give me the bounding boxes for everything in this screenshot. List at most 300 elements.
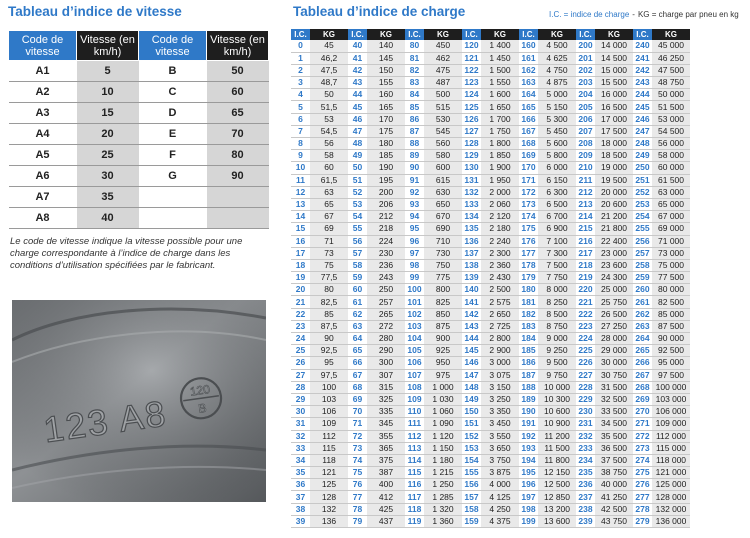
load-index-cell: 24	[291, 333, 310, 345]
load-index-cell: 0	[291, 40, 310, 52]
load-kg-cell: 165	[367, 101, 405, 113]
load-index-cell: 124	[462, 89, 481, 101]
load-kg-cell: 132	[310, 503, 348, 515]
ic-header: I.C.	[405, 29, 424, 40]
load-index-cell: 230	[576, 406, 595, 418]
load-kg-cell: 25 000	[595, 284, 633, 296]
load-kg-cell: 615	[424, 174, 462, 186]
speed-note: Le code de vitesse indique la vitesse possible pour une charge correspondante à l’indice de charge dans les conditions d’utilisation spécifiées par le fabricant.	[10, 236, 243, 271]
load-index-cell: 220	[576, 284, 595, 296]
load-index-cell: 132	[462, 186, 481, 198]
code-header: Code de vitesse	[139, 31, 207, 61]
load-index-cell: 176	[519, 235, 538, 247]
speed-code-cell: A8	[9, 208, 77, 229]
load-kg-cell: 1 060	[424, 406, 462, 418]
load-kg-cell: 63 000	[652, 186, 690, 198]
load-index-cell: 95	[405, 223, 424, 235]
load-index-cell: 125	[462, 101, 481, 113]
load-kg-cell: 670	[424, 211, 462, 223]
load-index-cell: 210	[576, 162, 595, 174]
load-kg-cell: 155	[367, 77, 405, 89]
load-kg-cell: 100	[310, 381, 348, 393]
speed-table-row	[9, 124, 269, 145]
load-index-cell: 189	[519, 393, 538, 405]
load-kg-cell: 60	[310, 162, 348, 174]
load-index-cell: 45	[348, 101, 367, 113]
load-kg-cell: 7 100	[538, 235, 576, 247]
load-kg-cell: 12 500	[538, 479, 576, 491]
load-kg-cell: 136	[310, 515, 348, 527]
load-index-cell: 8	[291, 138, 310, 150]
load-index-cell: 13	[291, 198, 310, 210]
load-index-cell: 165	[519, 101, 538, 113]
load-index-cell: 53	[348, 198, 367, 210]
load-kg-cell: 61,5	[310, 174, 348, 186]
load-kg-cell: 375	[367, 454, 405, 466]
speed-value-cell: 80	[207, 145, 269, 166]
load-index-cell: 145	[462, 345, 481, 357]
load-kg-cell: 7 750	[538, 272, 576, 284]
load-index-cell: 154	[462, 454, 481, 466]
load-kg-cell: 3 350	[481, 406, 519, 418]
load-index-cell: 89	[405, 150, 424, 162]
load-kg-cell: 2 060	[481, 198, 519, 210]
load-kg-cell: 730	[424, 247, 462, 259]
load-kg-cell: 60 000	[652, 162, 690, 174]
load-index-cell: 5	[291, 101, 310, 113]
load-kg-cell: 4 000	[481, 479, 519, 491]
load-index-cell: 52	[348, 186, 367, 198]
load-table-row	[291, 515, 690, 527]
load-kg-cell: 975	[424, 369, 462, 381]
load-kg-cell: 97 500	[652, 369, 690, 381]
load-index-cell: 7	[291, 125, 310, 137]
load-kg-cell: 75	[310, 259, 348, 271]
load-kg-cell: 21 800	[595, 223, 633, 235]
load-index-cell: 49	[348, 150, 367, 162]
load-index-cell: 113	[405, 442, 424, 454]
load-kg-cell: 3 750	[481, 454, 519, 466]
load-table-row	[291, 272, 690, 284]
load-kg-cell: 280	[367, 333, 405, 345]
load-kg-cell: 1 150	[424, 442, 462, 454]
load-index-cell: 268	[633, 381, 652, 393]
load-kg-cell: 2 500	[481, 284, 519, 296]
load-kg-cell: 5 450	[538, 125, 576, 137]
load-kg-cell: 10 600	[538, 406, 576, 418]
load-index-cell: 140	[462, 284, 481, 296]
load-index-cell: 248	[633, 138, 652, 150]
load-kg-cell: 437	[367, 515, 405, 527]
load-index-cell: 270	[633, 406, 652, 418]
load-index-cell: 104	[405, 333, 424, 345]
load-index-cell: 198	[519, 503, 538, 515]
load-index-cell: 60	[348, 284, 367, 296]
load-index-cell: 192	[519, 430, 538, 442]
load-index-cell: 102	[405, 308, 424, 320]
load-kg-cell: 875	[424, 320, 462, 332]
load-kg-cell: 8 750	[538, 320, 576, 332]
load-table-row	[291, 467, 690, 479]
load-kg-cell: 42 500	[595, 503, 633, 515]
load-kg-cell: 87,5	[310, 320, 348, 332]
load-kg-cell: 2 120	[481, 211, 519, 223]
load-index-cell: 173	[519, 198, 538, 210]
load-kg-cell: 28 000	[595, 333, 633, 345]
load-index-cell: 32	[291, 430, 310, 442]
load-kg-cell: 650	[424, 198, 462, 210]
load-kg-cell: 15 500	[595, 77, 633, 89]
load-index-cell: 43	[348, 77, 367, 89]
load-table-row	[291, 223, 690, 235]
load-index-cell: 30	[291, 406, 310, 418]
load-kg-cell: 47 500	[652, 64, 690, 76]
load-index-cell: 101	[405, 296, 424, 308]
load-kg-cell: 56 000	[652, 138, 690, 150]
kg-header: KG	[310, 29, 348, 40]
load-kg-cell: 600	[424, 162, 462, 174]
load-kg-cell: 19 500	[595, 174, 633, 186]
load-index-cell: 170	[519, 162, 538, 174]
load-index-cell: 57	[348, 247, 367, 259]
load-kg-cell: 58	[310, 150, 348, 162]
load-index-cell: 240	[633, 40, 652, 52]
load-kg-cell: 236	[367, 259, 405, 271]
load-index-cell: 223	[576, 320, 595, 332]
load-table-row	[291, 259, 690, 271]
load-index-cell: 213	[576, 198, 595, 210]
load-kg-cell: 1 450	[481, 52, 519, 64]
load-index-cell: 262	[633, 308, 652, 320]
load-kg-cell: 2 180	[481, 223, 519, 235]
load-kg-cell: 67	[310, 211, 348, 223]
speed-code-cell: A3	[9, 103, 77, 124]
load-index-cell: 100	[405, 284, 424, 296]
load-index-cell: 55	[348, 223, 367, 235]
load-index-cell: 166	[519, 113, 538, 125]
load-kg-cell: 13 600	[538, 515, 576, 527]
load-legend	[549, 10, 739, 19]
load-index-cell: 21	[291, 296, 310, 308]
speed-value-cell: 25	[77, 145, 139, 166]
load-kg-cell: 17 500	[595, 125, 633, 137]
load-kg-cell: 710	[424, 235, 462, 247]
load-table-row	[291, 150, 690, 162]
load-kg-cell: 15 000	[595, 64, 633, 76]
load-index-cell: 78	[348, 503, 367, 515]
load-index-cell: 238	[576, 503, 595, 515]
load-kg-cell: 1 030	[424, 393, 462, 405]
load-index-cell: 48	[348, 138, 367, 150]
load-index-cell: 41	[348, 52, 367, 64]
load-index-cell: 188	[519, 381, 538, 393]
kg-header: KG	[424, 29, 462, 40]
load-kg-cell: 6 150	[538, 174, 576, 186]
load-index-cell: 127	[462, 125, 481, 137]
load-kg-cell: 69	[310, 223, 348, 235]
ic-header: I.C.	[633, 29, 652, 40]
speed-value-cell: 60	[207, 82, 269, 103]
load-index-cell: 98	[405, 259, 424, 271]
load-index-cell: 146	[462, 357, 481, 369]
load-index-cell: 65	[348, 345, 367, 357]
load-kg-cell: 48 750	[652, 77, 690, 89]
load-kg-cell: 150	[367, 64, 405, 76]
circle-speed-code: B	[197, 400, 208, 416]
load-index-cell: 244	[633, 89, 652, 101]
load-index-cell: 196	[519, 479, 538, 491]
load-table-row	[291, 357, 690, 369]
load-kg-cell: 950	[424, 357, 462, 369]
load-kg-cell: 307	[367, 369, 405, 381]
load-index-cell: 181	[519, 296, 538, 308]
load-kg-cell: 2 650	[481, 308, 519, 320]
load-index-cell: 94	[405, 211, 424, 223]
load-index-cell: 31	[291, 418, 310, 430]
load-table-row	[291, 235, 690, 247]
load-kg-cell: 335	[367, 406, 405, 418]
load-index-cell: 273	[633, 442, 652, 454]
speed-value-cell: 5	[77, 61, 139, 82]
load-kg-cell: 355	[367, 430, 405, 442]
load-kg-cell: 140	[367, 40, 405, 52]
load-index-cell: 235	[576, 467, 595, 479]
load-index-cell: 171	[519, 174, 538, 186]
speed-code-cell	[139, 208, 207, 229]
load-index-cell: 90	[405, 162, 424, 174]
load-index-cell: 246	[633, 113, 652, 125]
load-kg-cell: 530	[424, 113, 462, 125]
load-kg-cell: 33 500	[595, 406, 633, 418]
load-index-cell: 161	[519, 52, 538, 64]
load-kg-cell: 92 500	[652, 345, 690, 357]
load-index-cell: 167	[519, 125, 538, 137]
load-kg-cell: 2 575	[481, 296, 519, 308]
load-kg-cell: 1 180	[424, 454, 462, 466]
load-index-cell: 111	[405, 418, 424, 430]
load-kg-cell: 1 700	[481, 113, 519, 125]
load-kg-cell: 1 950	[481, 174, 519, 186]
load-index-cell: 195	[519, 467, 538, 479]
load-index-cell: 59	[348, 272, 367, 284]
speed-value-cell: 90	[207, 166, 269, 187]
load-kg-cell: 8 000	[538, 284, 576, 296]
speed-code-cell: E	[139, 124, 207, 145]
load-kg-cell: 3 875	[481, 467, 519, 479]
load-index-cell: 107	[405, 369, 424, 381]
load-index-cell: 234	[576, 454, 595, 466]
speed-value-cell: 20	[77, 124, 139, 145]
load-index-cell: 82	[405, 64, 424, 76]
load-table-row	[291, 454, 690, 466]
load-kg-cell: 2 240	[481, 235, 519, 247]
load-index-cell: 14	[291, 211, 310, 223]
load-kg-cell: 22 400	[595, 235, 633, 247]
ic-header: I.C.	[519, 29, 538, 40]
load-index-cell: 265	[633, 345, 652, 357]
load-index-cell: 267	[633, 369, 652, 381]
load-kg-cell: 132 000	[652, 503, 690, 515]
load-index-cell: 153	[462, 442, 481, 454]
kg-header: KG	[481, 29, 519, 40]
load-table-title: Tableau d’indice de charge	[293, 4, 466, 19]
legend-ic: I.C. = indice de charge	[549, 10, 630, 19]
load-kg-cell: 14 000	[595, 40, 633, 52]
load-index-cell: 221	[576, 296, 595, 308]
load-kg-cell: 1 550	[481, 77, 519, 89]
load-kg-cell: 500	[424, 89, 462, 101]
load-table-header-row	[291, 29, 690, 40]
load-index-cell: 128	[462, 138, 481, 150]
load-index-cell: 242	[633, 64, 652, 76]
load-kg-cell: 77 500	[652, 272, 690, 284]
load-index-cell: 197	[519, 491, 538, 503]
load-index-cell: 56	[348, 235, 367, 247]
load-kg-cell: 37 500	[595, 454, 633, 466]
load-kg-cell: 3 550	[481, 430, 519, 442]
load-table-row	[291, 89, 690, 101]
load-index-cell: 109	[405, 393, 424, 405]
load-kg-cell: 850	[424, 308, 462, 320]
load-kg-cell: 53 000	[652, 113, 690, 125]
load-kg-cell: 2 725	[481, 320, 519, 332]
load-index-cell: 93	[405, 198, 424, 210]
load-kg-cell: 580	[424, 150, 462, 162]
load-index-cell: 69	[348, 393, 367, 405]
load-kg-cell: 11 200	[538, 430, 576, 442]
load-table-row	[291, 418, 690, 430]
load-index-cell: 157	[462, 491, 481, 503]
load-kg-cell: 475	[424, 64, 462, 76]
speed-code-cell: C	[139, 82, 207, 103]
load-kg-cell: 54,5	[310, 125, 348, 137]
load-index-cell: 254	[633, 211, 652, 223]
load-index-cell: 214	[576, 211, 595, 223]
load-index-cell: 186	[519, 357, 538, 369]
load-kg-cell: 136 000	[652, 515, 690, 527]
load-index-cell: 261	[633, 296, 652, 308]
load-kg-cell: 43 750	[595, 515, 633, 527]
load-index-cell: 64	[348, 333, 367, 345]
load-index-cell: 27	[291, 369, 310, 381]
load-index-cell: 44	[348, 89, 367, 101]
load-index-cell: 149	[462, 393, 481, 405]
load-index-cell: 66	[348, 357, 367, 369]
load-kg-cell: 29 000	[595, 345, 633, 357]
load-kg-cell: 21 200	[595, 211, 633, 223]
load-kg-cell: 545	[424, 125, 462, 137]
load-index-cell: 233	[576, 442, 595, 454]
load-kg-cell: 125 000	[652, 479, 690, 491]
speed-value-cell: 65	[207, 103, 269, 124]
load-kg-cell: 272	[367, 320, 405, 332]
load-index-cell: 191	[519, 418, 538, 430]
load-index-cell: 22	[291, 308, 310, 320]
load-index-cell: 119	[405, 515, 424, 527]
load-kg-cell: 106 000	[652, 406, 690, 418]
load-index-cell: 139	[462, 272, 481, 284]
load-kg-cell: 2 800	[481, 333, 519, 345]
load-index-cell: 91	[405, 174, 424, 186]
speed-value-cell: 70	[207, 124, 269, 145]
load-kg-cell: 100 000	[652, 381, 690, 393]
load-index-cell: 168	[519, 138, 538, 150]
load-index-cell: 148	[462, 381, 481, 393]
load-index-cell: 199	[519, 515, 538, 527]
load-index-cell: 156	[462, 479, 481, 491]
load-kg-cell: 212	[367, 211, 405, 223]
load-index-cell: 272	[633, 430, 652, 442]
load-index-cell: 164	[519, 89, 538, 101]
load-index-cell: 184	[519, 333, 538, 345]
load-kg-cell: 82 500	[652, 296, 690, 308]
load-kg-cell: 2 900	[481, 345, 519, 357]
kg-header: KG	[538, 29, 576, 40]
speed-code-cell: A4	[9, 124, 77, 145]
load-kg-cell: 175	[367, 125, 405, 137]
load-kg-cell: 6 700	[538, 211, 576, 223]
load-kg-cell: 218	[367, 223, 405, 235]
load-kg-cell: 36 500	[595, 442, 633, 454]
load-kg-cell: 145	[367, 52, 405, 64]
load-kg-cell: 250	[367, 284, 405, 296]
load-kg-cell: 1 900	[481, 162, 519, 174]
load-index-cell: 209	[576, 150, 595, 162]
load-index-cell: 260	[633, 284, 652, 296]
load-index-cell: 263	[633, 320, 652, 332]
load-kg-cell: 2 300	[481, 247, 519, 259]
load-table-row	[291, 40, 690, 52]
load-kg-cell: 14 500	[595, 52, 633, 64]
load-index-cell: 131	[462, 174, 481, 186]
load-kg-cell: 85 000	[652, 308, 690, 320]
load-index-cell: 222	[576, 308, 595, 320]
load-kg-cell: 5 150	[538, 101, 576, 113]
load-kg-cell: 3 150	[481, 381, 519, 393]
load-index-cell: 279	[633, 515, 652, 527]
speed-value-cell: 40	[77, 208, 139, 229]
load-kg-cell: 23 000	[595, 247, 633, 259]
load-index-cell: 120	[462, 40, 481, 52]
load-index-cell: 190	[519, 406, 538, 418]
load-index-cell: 85	[405, 101, 424, 113]
load-kg-cell: 80 000	[652, 284, 690, 296]
load-kg-cell: 46 250	[652, 52, 690, 64]
load-kg-cell: 75 000	[652, 259, 690, 271]
load-kg-cell: 24 300	[595, 272, 633, 284]
load-index-cell: 228	[576, 381, 595, 393]
load-kg-cell: 750	[424, 259, 462, 271]
load-kg-cell: 1 650	[481, 101, 519, 113]
load-index-cell: 25	[291, 345, 310, 357]
load-table-row	[291, 77, 690, 89]
load-kg-cell: 925	[424, 345, 462, 357]
load-index-cell: 204	[576, 89, 595, 101]
load-index-cell: 179	[519, 272, 538, 284]
load-kg-cell: 16 000	[595, 89, 633, 101]
load-table-row	[291, 125, 690, 137]
load-kg-cell: 58 000	[652, 150, 690, 162]
load-index-cell: 39	[291, 515, 310, 527]
load-kg-cell: 257	[367, 296, 405, 308]
load-index-cell: 103	[405, 320, 424, 332]
load-index-cell: 206	[576, 113, 595, 125]
load-kg-cell: 1 250	[424, 479, 462, 491]
load-kg-cell: 1 120	[424, 430, 462, 442]
load-index-cell: 218	[576, 259, 595, 271]
load-index-cell: 123	[462, 77, 481, 89]
load-index-cell: 58	[348, 259, 367, 271]
